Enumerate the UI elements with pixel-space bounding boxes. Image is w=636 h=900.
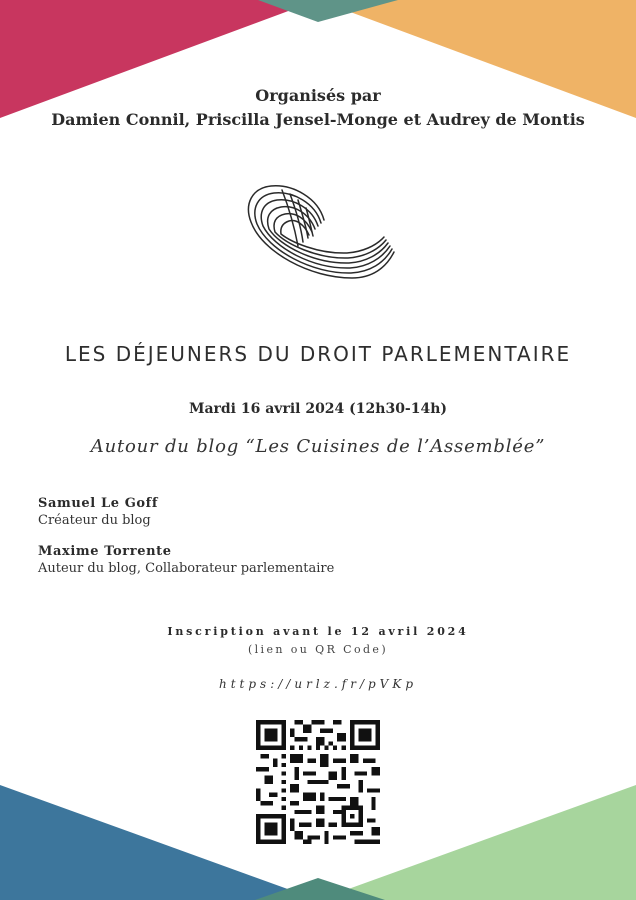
event-title: LES DÉJEUNERS DU DROIT PARLEMENTAIRE xyxy=(64,342,572,366)
qr-code-graphic xyxy=(256,720,380,844)
speaker-name: Maxime Torrente xyxy=(38,544,172,559)
speaker-role: Créateur du blog xyxy=(38,513,151,528)
speaker-name: Samuel Le Goff xyxy=(38,496,159,511)
organizers-names: Damien Connil, Priscilla Jensel-Monge et Audrey de Montis xyxy=(51,110,585,129)
event-subtitle: Autour du blog “Les Cuisines de l’Assemblée” xyxy=(90,436,546,457)
registration-note: (lien ou QR Code) xyxy=(247,643,389,656)
event-date: Mardi 16 avril 2024 (12h30-14h) xyxy=(188,401,448,417)
qr-code-icon[interactable] xyxy=(256,720,380,844)
registration-link[interactable]: https://urlz.fr/pVKp xyxy=(219,677,417,691)
registration-deadline: Inscription avant le 12 avril 2024 xyxy=(167,625,469,638)
wave-logo-icon xyxy=(238,178,408,288)
speaker-role: Auteur du blog, Collaborateur parlementaire xyxy=(38,561,335,576)
organizers-intro: Organisés par xyxy=(255,86,381,105)
